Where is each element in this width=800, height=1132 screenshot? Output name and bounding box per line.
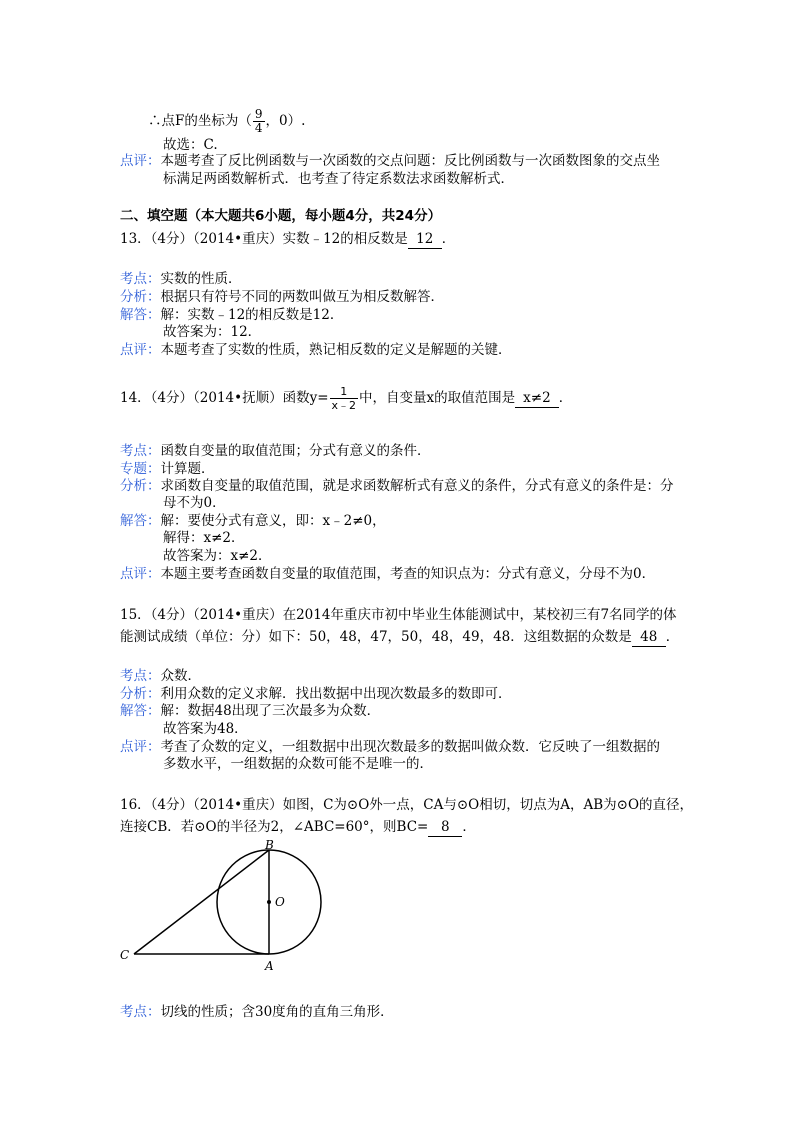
q14-jieda-text2: 解得：x≠2． <box>163 530 245 546</box>
q15-fenxi <box>120 685 512 703</box>
q13-answer: 12 <box>408 230 442 249</box>
q13-fenxi-text: 根据只有符号不同的两数叫做互为相反数解答． <box>160 289 444 305</box>
prev-comment-text1: 本题考查了反比例函数与一次函数的交点问题：反比例函数与一次函数图象的交点坐 <box>160 153 660 169</box>
q14-zhuanti <box>120 460 215 478</box>
q14-dianping-text: 本题主要考查函数自变量的取值范围，考查的知识点为：分式有意义，分母不为0． <box>160 566 656 582</box>
q13-jieda <box>120 306 343 324</box>
q15-jieda-text2: 故答案为48． <box>163 721 248 737</box>
q13-fenxi <box>120 288 444 306</box>
q13-end: ． <box>441 231 456 247</box>
q13-kaodian-text: 实数的性质． <box>160 271 242 287</box>
q14-jieda-tag: 解答： <box>120 513 161 529</box>
q14-kaodian-tag: 考点： <box>120 443 161 459</box>
q14-fenxi <box>120 477 674 495</box>
q14-jieda-text1: 解：要使分式有意义，即：x﹣2≠0， <box>160 513 386 529</box>
q16-kaodian <box>120 1003 394 1021</box>
q14-fenxi-tag: 分析： <box>120 478 161 494</box>
q16-end: ． <box>462 819 476 835</box>
prev-frac-den: 4 <box>254 121 263 135</box>
q16-answer: 8 <box>428 818 462 837</box>
q14-kaodian <box>120 442 431 460</box>
q13-question <box>120 230 455 249</box>
q16-geometry-figure <box>110 835 330 975</box>
q14-end: ． <box>558 390 573 406</box>
q15-jieda <box>120 702 380 720</box>
q15-text2: 能测试成绩（单位：分）如下：50，48，47，50，48，49，48．这组数据的众数是 <box>120 629 632 645</box>
label-o: O <box>275 895 285 909</box>
q14-dianping <box>120 565 655 583</box>
q14-answer: x≠2 <box>515 389 559 408</box>
prev-point-f-line <box>148 108 305 135</box>
q15-jieda-text1: 解：数据48出现了三次最多为众数． <box>160 703 381 719</box>
label-c: C <box>120 948 130 962</box>
prev-comment-line2: 标满足两函数解析式．也考查了待定系数法求函数解析式． <box>163 171 514 187</box>
q15-dianping <box>120 738 660 756</box>
q14-zhuanti-text: 计算题． <box>160 461 215 477</box>
prev-line1-post: ，0）. <box>265 113 306 129</box>
label-a: A <box>265 959 274 973</box>
q13-dianping-tag: 点评： <box>120 342 161 358</box>
q14-frac-num: 1 <box>340 385 348 398</box>
q13-kaodian-tag: 考点： <box>120 271 161 287</box>
q14-zhuanti-tag: 专题： <box>120 461 161 477</box>
q15-question-line2 <box>120 628 679 647</box>
q14-kaodian-text: 函数自变量的取值范围；分式有意义的条件． <box>160 443 431 459</box>
q14-fraction <box>330 385 359 412</box>
q14-dianping-tag: 点评： <box>120 566 161 582</box>
center-point-o <box>267 900 271 904</box>
q15-dianping-text1: 考查了众数的定义，一组数据中出现次数最多的数据叫做众数．它反映了一组数据的 <box>160 739 660 755</box>
q15-kaodian-tag: 考点： <box>120 668 161 684</box>
q14-jieda <box>120 512 386 530</box>
section-title: 二、填空题（本大题共6小题，每小题4分，共24分） <box>120 208 442 224</box>
q15-fenxi-tag: 分析： <box>120 686 161 702</box>
prev-line1-pre: ∴点F的坐标为（ <box>148 113 252 129</box>
q15-dianping-tag: 点评： <box>120 739 161 755</box>
prev-comment-line1 <box>120 152 660 170</box>
q14-fenxi-text2: 母不为0． <box>163 495 226 511</box>
q15-kaodian <box>120 667 201 685</box>
q13-kaodian <box>120 270 242 288</box>
q15-jieda-tag: 解答： <box>120 703 161 719</box>
prev-fraction <box>253 108 265 135</box>
q13-text: 13．（4分）（2014•重庆）实数﹣12的相反数是 <box>120 231 408 247</box>
q13-fenxi-tag: 分析： <box>120 289 161 305</box>
q16-kaodian-text: 切线的性质；含30度角的直角三角形． <box>160 1004 394 1020</box>
prev-frac-num: 9 <box>254 107 263 121</box>
q15-end: ． <box>665 629 680 645</box>
q16-question-line1: 16．（4分）（2014•重庆）如图，C为⊙O外一点，CA与⊙O相切，切点为A，AB为⊙O的直径， <box>120 797 694 813</box>
q14-fenxi-text1: 求函数自变量的取值范围，就是求函数解析式有意义的条件，分式有意义的条件是：分 <box>160 478 674 494</box>
q13-jieda-text2: 故答案为：12． <box>163 324 262 340</box>
q14-question <box>120 385 572 412</box>
q15-question-line1: 15．（4分）（2014•重庆）在2014年重庆市初中毕业生体能测试中，某校初三有7名同学的体 <box>120 607 677 623</box>
q16-kaodian-tag: 考点： <box>120 1004 161 1020</box>
q16-text2: 连接CB．若⊙O的半径为2，∠ABC=60°，则BC= <box>120 819 429 835</box>
q14-text-post: 中，自变量x的取值范围是 <box>359 390 516 406</box>
prev-comment-tag: 点评： <box>120 153 161 169</box>
q15-dianping-text2: 多数水平，一组数据的众数可能不是唯一的． <box>163 756 433 772</box>
q14-jieda-text3: 故答案为：x≠2． <box>163 548 272 564</box>
q13-dianping-text: 本题考查了实数的性质，熟记相反数的定义是解题的关键． <box>160 342 512 358</box>
q15-fenxi-text: 利用众数的定义求解．找出数据中出现次数最多的数即可． <box>160 686 512 702</box>
q13-jieda-tag: 解答： <box>120 307 161 323</box>
q13-jieda-text1: 解：实数﹣12的相反数是12． <box>160 307 344 323</box>
segment-cb <box>134 850 269 954</box>
prev-choice: 故选：C. <box>163 137 218 153</box>
q14-text-pre: 14．（4分）（2014•抚顺）函数y= <box>120 390 329 406</box>
q13-dianping <box>120 341 512 359</box>
q15-kaodian-text: 众数． <box>160 668 201 684</box>
q14-frac-den: x﹣2 <box>331 399 357 412</box>
q15-answer: 48 <box>632 628 666 647</box>
label-b: B <box>265 838 274 852</box>
